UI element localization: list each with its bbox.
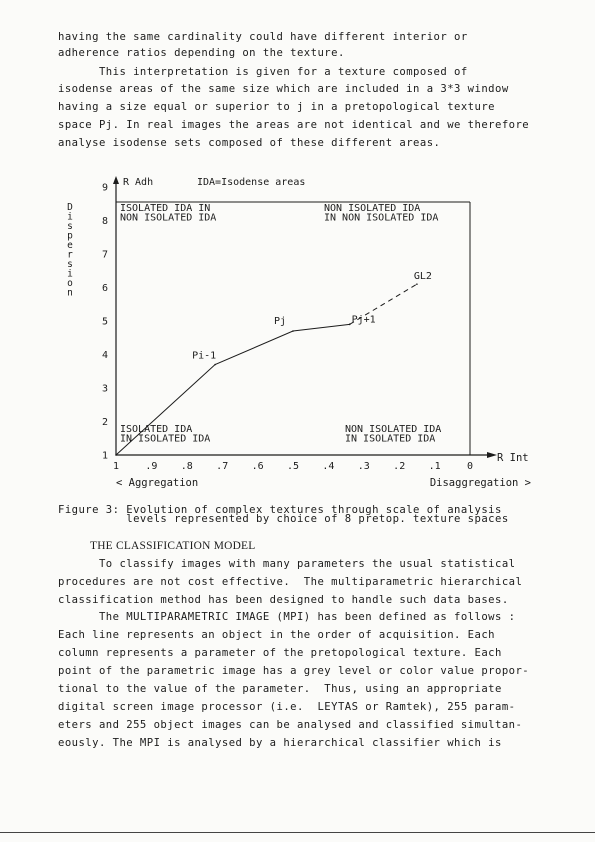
x-tick-label: .1: [428, 461, 441, 472]
text-line: This interpretation is given for a texture composed of: [58, 66, 468, 78]
quadrant-label-top-left: NON ISOLATED IDA: [120, 212, 217, 224]
x-tick-label: 1: [112, 461, 120, 472]
point-label: GL2: [413, 271, 432, 283]
data-point: [214, 364, 216, 366]
x-tick-label: .3: [357, 461, 370, 472]
text-line: digital screen image processor (i.e. LEYTAS or Ramtek), 255 param-: [58, 701, 516, 713]
caption-line: levels represented by choice of 8 pretop. texture spaces: [58, 513, 509, 525]
data-point: [292, 330, 294, 332]
x-end-left-label: < Aggregation: [116, 477, 199, 489]
text-line: eously. The MPI is analysed by a hierarchical classifier which is: [58, 737, 502, 749]
page-bottom-rule: [0, 832, 595, 833]
y-tick-label: 8: [101, 216, 108, 227]
data-point: [416, 283, 418, 285]
text-line: To classify images with many parameters the usual statistical: [58, 558, 516, 570]
point-label: Pj+1: [351, 314, 376, 326]
y-tick-label: 1: [101, 450, 108, 462]
side-label-letter: i: [67, 268, 73, 280]
side-label-letter: i: [67, 211, 73, 223]
side-label-letter: D: [67, 202, 73, 213]
text-line: The MULTIPARAMETRIC IMAGE (MPI) has been defined as follows :: [58, 611, 516, 623]
x-tick-label: .8: [180, 461, 193, 472]
quadrant-label-bottom-left: ISOLATED IDA: [120, 424, 193, 435]
y-tick-label: 7: [101, 249, 108, 261]
x-tick-label: .2: [393, 461, 406, 472]
caption-line: Figure 3: Evolution of complex textures through scale of analysis: [58, 504, 502, 516]
text-line: column represents a parameter of the pretopological texture. Each: [58, 647, 502, 659]
quadrant-label-top-left: ISOLATED IDA IN: [120, 203, 211, 214]
text-line: Each line represents an object in the order of acquisition. Each: [58, 629, 495, 641]
quadrant-label-bottom-right: NON ISOLATED IDA: [345, 424, 442, 435]
side-label-letter: r: [67, 249, 73, 261]
quadrant-label-top-right: NON ISOLATED IDA: [324, 203, 421, 214]
quadrant-label-bottom-right: IN ISOLATED IDA: [345, 433, 436, 445]
text-line: space Pj. In real images the areas are not identical and we therefore: [58, 119, 530, 131]
x-axis-title: R Int: [497, 452, 529, 464]
x-tick-label: .9: [145, 461, 158, 472]
point-label: Pi-1: [192, 350, 217, 362]
data-point: [349, 324, 351, 326]
text-line: classification method has been designed to handle such data bases.: [58, 594, 509, 606]
y-tick-label: 9: [101, 182, 108, 194]
y-tick-label: 5: [101, 316, 108, 328]
y-tick-label: 4: [101, 350, 108, 361]
text-line: having a size equal or superior to j in a pretopological texture: [58, 101, 495, 113]
x-axis-arrow: [487, 452, 497, 458]
y-axis-title: R Adh: [123, 177, 154, 188]
chart-labels: [67, 177, 531, 489]
x-end-right-label: Disaggregation >: [429, 477, 531, 489]
x-tick-label: .7: [216, 461, 229, 472]
text-line: having the same cardinality could have different interior or: [58, 31, 468, 43]
side-label-letter: o: [67, 278, 73, 289]
data-point: [115, 454, 117, 456]
side-label-letter: p: [67, 230, 73, 242]
point-label: Pj: [274, 316, 287, 328]
quadrant-label-bottom-left: IN ISOLATED IDA: [120, 433, 211, 445]
text-line: analyse isodense sets composed of these different areas.: [58, 137, 441, 149]
legend-note: IDA=Isodense areas: [197, 177, 306, 188]
y-tick-label: 6: [101, 283, 108, 294]
side-label-letter: e: [67, 240, 73, 251]
x-tick-label: .5: [286, 461, 300, 472]
side-label-letter: s: [67, 259, 73, 270]
section-heading: THE CLASSIFICATION MODEL: [90, 540, 256, 552]
text-line: eters and 255 object images can be analysed and classified simultan-: [58, 719, 523, 731]
text-line: procedures are not cost effective. The multiparametric hierarchical: [58, 576, 523, 588]
side-label-letter: n: [67, 287, 73, 299]
x-tick-label: 0: [466, 461, 474, 472]
x-tick-label: .4: [322, 461, 335, 472]
text-line: adherence ratios depending on the texture.: [58, 47, 345, 59]
y-tick-label: 3: [101, 383, 108, 395]
text-line: point of the parametric image has a grey level or color value propor-: [58, 665, 530, 677]
text-line: isodense areas of the same size which are included in a 3*3 window: [58, 83, 509, 95]
quadrant-label-top-right: IN NON ISOLATED IDA: [324, 212, 439, 224]
side-label-letter: s: [67, 221, 73, 232]
x-tick-label: .6: [251, 461, 264, 472]
y-tick-label: 2: [101, 417, 108, 428]
y-axis-arrow: [113, 176, 119, 184]
text-line: tional to the value of the parameter. Thus, using an appropriate: [58, 683, 502, 695]
